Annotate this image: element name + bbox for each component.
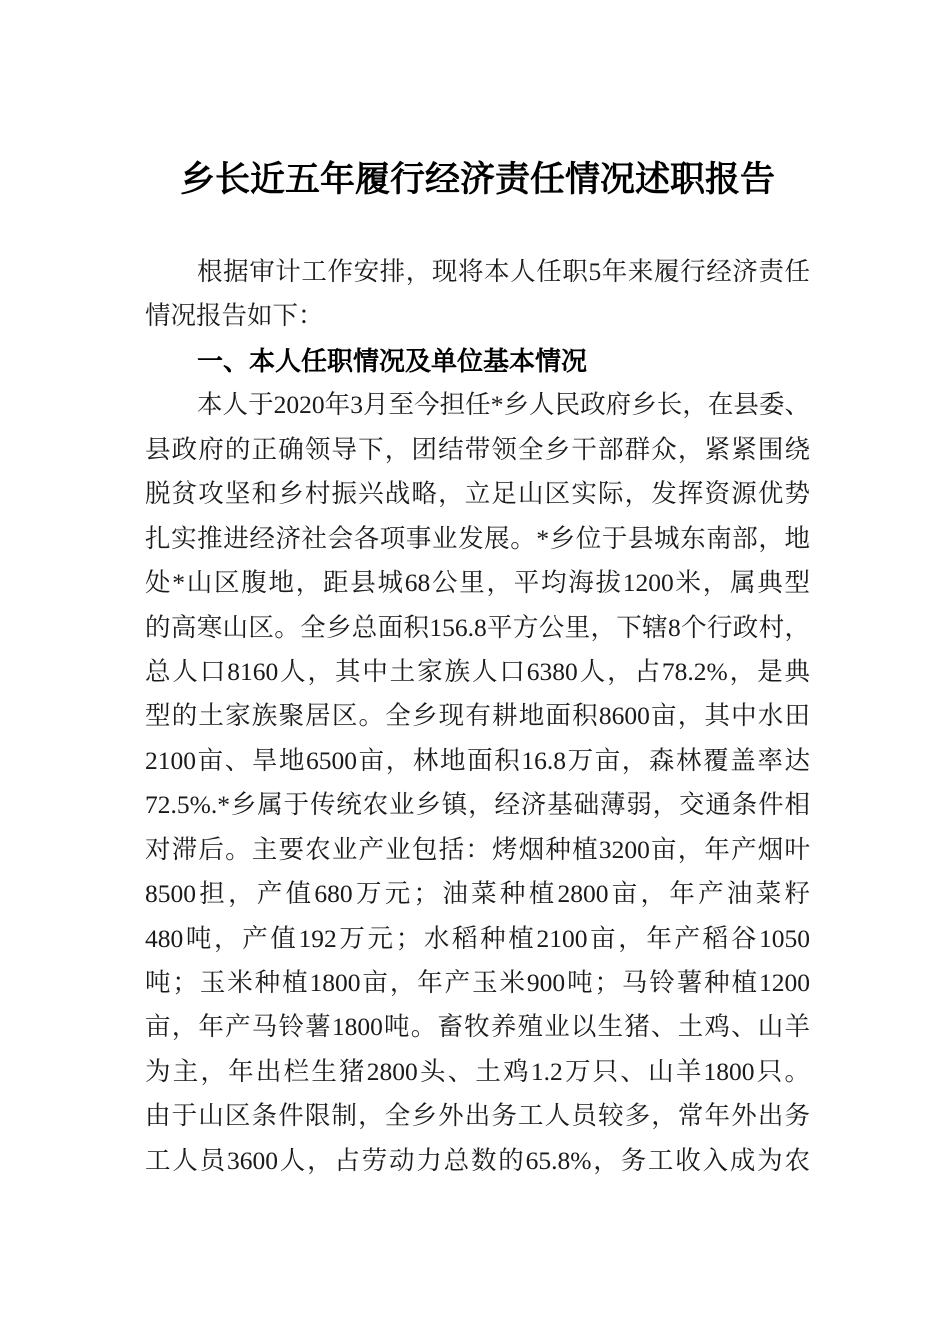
document-title: 乡长近五年履行经济责任情况述职报告 <box>179 160 775 199</box>
text-line: 吨；玉米种植1800亩，年产玉米900吨；马铃薯种植1200 <box>145 968 810 997</box>
text-line: 本人于2020年3月至今担任*乡人民政府乡长，在县委、 <box>197 390 810 420</box>
text-line: 对滞后。主要农业产业包括：烤烟种植3200亩，年产烟叶 <box>145 834 810 864</box>
document-body <box>145 250 810 1183</box>
section-heading: 一、本人任职情况及单位基本情况 <box>197 345 588 376</box>
text-line: 工人员3600人，占劳动力总数的65.8%，务工收入成为农 <box>145 1145 810 1175</box>
text-line: 处*山区腹地，距县城68公里，平均海拔1200米，属典型 <box>145 568 810 598</box>
paragraph <box>145 383 810 1183</box>
text-line: 2100亩、旱地6500亩，林地面积16.8万亩，森林覆盖率达 <box>145 745 810 775</box>
text-line: 型的土家族聚居区。全乡现有耕地面积8600亩，其中水田 <box>145 701 810 731</box>
paragraph <box>145 250 810 339</box>
text-line: 由于山区条件限制，全乡外出务工人员较多，常年外出务 <box>145 1101 810 1131</box>
text-line: 为主，年出栏生猪2800头、土鸡1.2万只、山羊1800只。 <box>145 1056 810 1086</box>
text-line: 县政府的正确领导下，团结带领全乡干部群众，紧紧围绕 <box>145 434 810 464</box>
text-line: 总人口8160人，其中土家族人口6380人，占78.2%，是典 <box>145 656 810 686</box>
text-line: 扎实推进经济社会各项事业发展。*乡位于县城东南部，地 <box>145 523 810 553</box>
text-line: 480吨，产值192万元；水稻种植2100亩，年产稻谷1050 <box>145 923 810 953</box>
text-line: 72.5%.*乡属于传统农业乡镇，经济基础薄弱，交通条件相 <box>145 790 810 820</box>
text-line: 情况报告如下： <box>145 301 324 331</box>
text-line: 8500担，产值680万元；油菜种植2800亩，年产油菜籽 <box>145 879 810 909</box>
text-line: 根据审计工作安排，现将本人任职5年来履行经济责任 <box>197 257 810 286</box>
text-line: 脱贫攻坚和乡村振兴战略，立足山区实际，发挥资源优势 <box>145 479 810 509</box>
text-line: 的高寒山区。全乡总面积156.8平方公里，下辖8个行政村， <box>145 612 810 642</box>
text-line: 亩，年产马铃薯1800吨。畜牧养殖业以生猪、土鸡、山羊 <box>145 1012 810 1042</box>
